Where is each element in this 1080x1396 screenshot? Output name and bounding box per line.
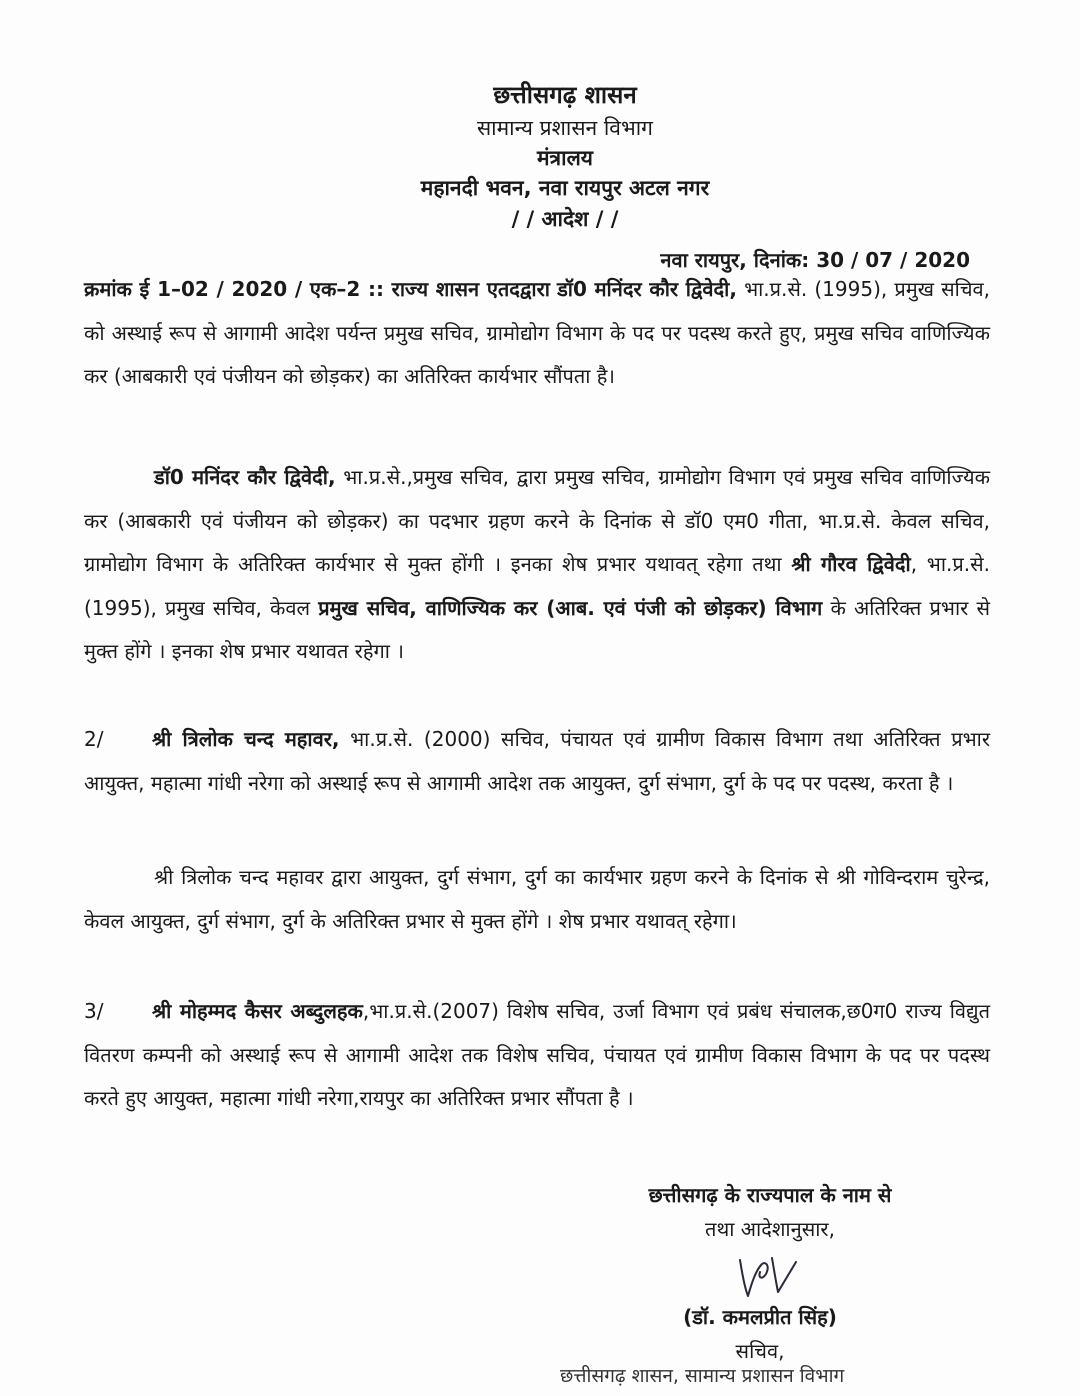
- govt-title: छत्तीसगढ़ शासन: [493, 81, 637, 109]
- clause-number: 2/: [84, 727, 104, 751]
- order-heading: / / आदेश / /: [511, 207, 619, 231]
- clause-number: 3/: [84, 999, 104, 1023]
- signer-block: [640, 1300, 880, 1368]
- order-paragraph-1: [84, 268, 990, 399]
- signer-name: (डॉ. कमलप्रीत सिंह): [683, 1305, 837, 1329]
- signature-mark: [732, 1252, 802, 1302]
- closing-block: [580, 1178, 960, 1246]
- department-bold: प्रमुख सचिव, वाणिज्यिक कर (आब. एवं पंजी को छोड़कर) विभाग: [318, 595, 823, 620]
- paragraph-text: ,भा.प्र.से.(2007) विशेष सचिव, उर्जा विभाग एवं प्रबंध संचालक,छ0ग0 राज्य विद्युत वितरण कम्पनी को अस्थाई रूप से आगामी आदेश तक विशेष सचिव, पंचायत एवं ग्रामीण विकास विभाग के पद पर पदस्थ करते हुए आयुक्त, महात्मा गांधी नरेगा,रायपुर का अतिरिक्त प्रभार सौंपता है ।: [84, 999, 991, 1110]
- closing-line-2: तथा आदेशानुसार,: [705, 1217, 835, 1241]
- officer-name: श्री त्रिलोक चन्द महावर,: [152, 727, 340, 751]
- paragraph-text: भा.प्र.से. (1995), प्रमुख सचिव, को अस्थाई रूप से आगामी आदेश पर्यन्त प्रमुख सचिव, ग्रामोद्योग विभाग के पद पर पदस्थ करते हुए, प्रमुख सचिव वाणिज्यिक कर (आबकारी एवं पंजीयन को छोड़कर) का अतिरिक्त कार्यभार सौंपता है।: [84, 277, 991, 388]
- order-paragraph-3: [84, 718, 990, 805]
- order-paragraph-2: [84, 456, 990, 674]
- paragraph-text: के अतिरिक्त प्रभार से मुक्त होंगे । इनका शेष प्रभार यथावत रहेगा ।: [84, 595, 991, 663]
- paragraph-text: भा.प्र.से.,प्रमुख सचिव, द्वारा प्रमुख सचिव, ग्रामोद्योग विभाग एवं प्रमुख सचिव वाणिज्यिक कर (आबकारी एवं पंजीयन को छोड़कर) का पदभार ग्रहण करने के दिनांक से डॉ0 एम0 गीता, भा.प्र.से. केवल सचिव, ग्रामोद्योग विभाग के अतिरिक्त कार्यभार से मुक्त होंगी । इनका शेष प्रभार यथावत् रहेगा तथा: [84, 465, 990, 576]
- order-paragraph-5: [84, 990, 990, 1121]
- office-address: महानदी भवन, नवा रायपुर अटल नगर: [420, 176, 710, 200]
- paragraph-text: , भा.प्र.से. (1995), प्रमुख सचिव, केवल: [84, 552, 990, 620]
- order-paragraph-4: [84, 856, 990, 943]
- department-name: सामान्य प्रशासन विभाग: [476, 116, 654, 140]
- officer-name: डॉ0 मनिंदर कौर द्विवेदी,: [154, 465, 336, 489]
- ministry-label: मंत्रालय: [536, 146, 593, 170]
- paragraph-text: भा.प्र.से. (2000) सचिव, पंचायत एवं ग्रामीण विकास विभाग तथा अतिरिक्त प्रभार आयुक्त, महात्मा गांधी नरेगा को अस्थाई रूप से आगामी आदेश तक आयुक्त, दुर्ग संभाग, दुर्ग के पद पर पदस्थ, करता है ।: [84, 727, 990, 795]
- closing-line-1: छत्तीसगढ़ के राज्यपाल के नाम से: [648, 1183, 892, 1207]
- issuing-office: छत्तीसगढ़ शासन, सामान्य प्रशासन विभाग: [560, 1365, 845, 1387]
- signer-title: सचिव,: [735, 1339, 785, 1363]
- officer-name: डॉ0 मनिंदर कौर द्विवेदी,: [557, 277, 737, 301]
- order-number: क्रमांक ई 1–02 / 2020 / एक–2 :: राज्य शासन एतदद्वारा: [84, 277, 550, 301]
- paragraph-text: श्री त्रिलोक चन्द महावर द्वारा आयुक्त, दुर्ग संभाग, दुर्ग का कार्यभार ग्रहण करने के दिनांक से श्री गोविन्दराम चुरेन्द्र, केवल आयुक्त, दुर्ग संभाग, दुर्ग के अतिरिक्त प्रभार से मुक्त होंगे । शेष प्रभार यथावत् रहेगा।: [84, 865, 990, 933]
- officer-name: श्री गौरव द्विवेदी: [791, 552, 911, 576]
- order-date: नवा रायपुर, दिनांक: 30 / 07 / 2020: [660, 248, 970, 272]
- officer-name: श्री मोहम्मद कैसर अब्दुलहक: [152, 999, 363, 1023]
